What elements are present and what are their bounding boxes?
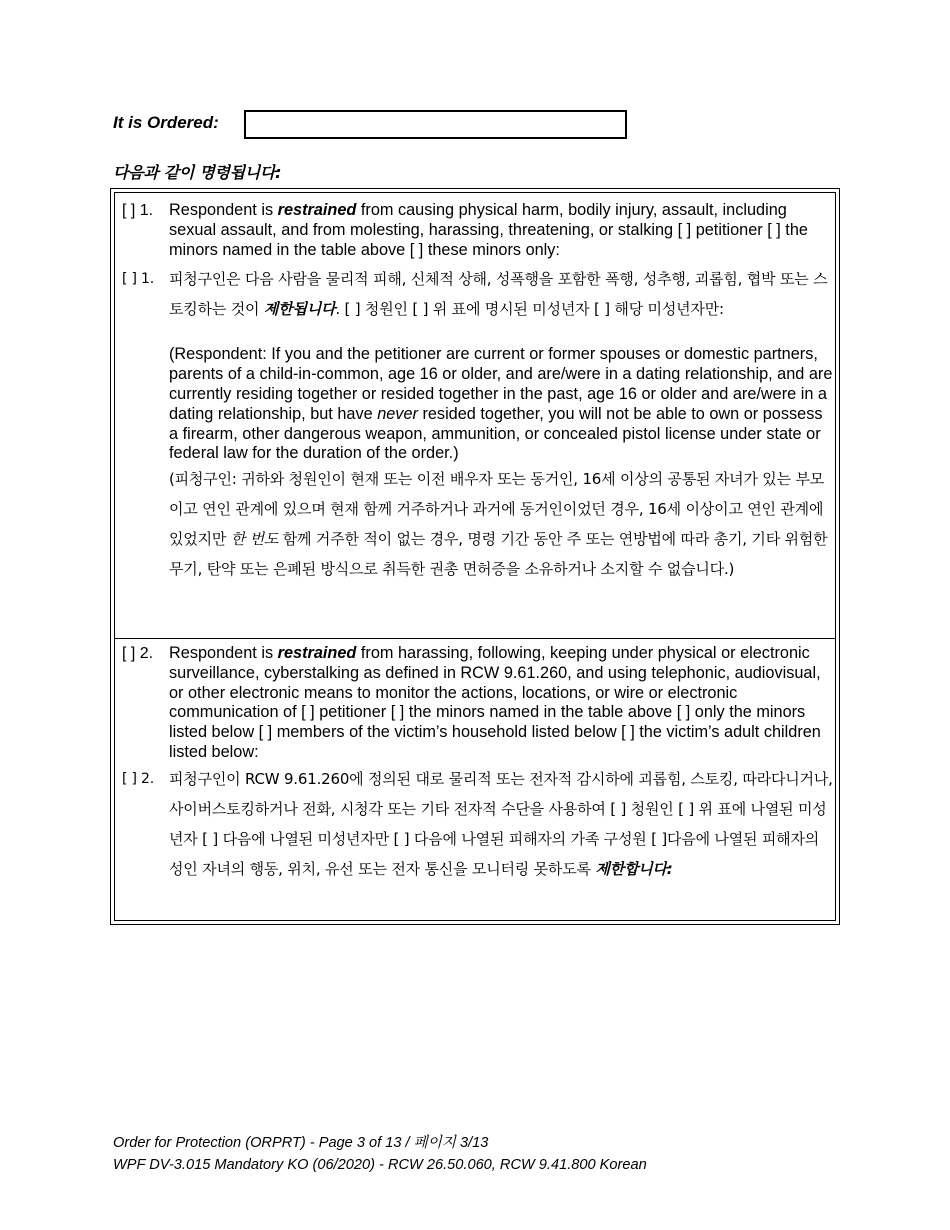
section-item-2 (115, 638, 835, 884)
item-2-ko-emphasis: 제한합니다: (595, 859, 673, 878)
item-1-note-ko-emphasis: 한 번도 (230, 530, 279, 549)
section-item-1 (115, 193, 835, 638)
it-is-ordered-input[interactable] (244, 110, 627, 139)
item-1-en (115, 201, 835, 260)
item-2-en-text-post: from harassing, following, keeping under physical or electronic surveillance, cyberstalking as defined in RCW 9.61.260, and using telephonic, audiovisual, or other electronic means to monitor the actions, locations, or wire or electronic communication of [ ] petitioner [ ] the minors named in the table above [ ] only the minors listed below [ ] members of the victim’s household listed below [ ] the victim’s adult children listed below: (169, 644, 821, 761)
item-1-ko-text-post: . [ ] 청원인 [ ] 위 표에 명시된 미성년자 [ ] 해당 미성년자만: (335, 300, 724, 319)
footer-line-1: Order for Protection (ORPRT) - Page 3 of 13 / 페이지 3/13 (113, 1135, 489, 1151)
item-2-ko (115, 764, 835, 884)
footer-line-2: WPF DV-3.015 Mandatory KO (06/2020) - RCW 26.50.060, RCW 9.41.800 Korean (113, 1157, 647, 1173)
it-is-ordered-label: It is Ordered: (113, 113, 219, 132)
item-1-en-text-post: from causing physical harm, bodily injury, assault, including sexual assault, and from molesting, harassing, threatening, or stalking [ ] petitioner [ ] the minors named in the table above [ ] these minors only: (169, 201, 808, 259)
item-1-en-checkbox-number[interactable]: [ ] 1. (122, 202, 154, 219)
item-1-en-text-pre: Respondent is (169, 201, 278, 219)
item-1-note-ko-post: 함께 거주한 적이 없는 경우, 명령 기간 동안 주 또는 연방법에 따라 총기, 기타 위험한 무기, 탄약 또는 은폐된 방식으로 취득한 권총 면허증을 소유하거나 소지할 수 없습니다.) (169, 530, 828, 579)
item-1-ko-text-pre: 피청구인은 다음 사람을 물리적 피해, 신체적 상해, 성폭행을 포함한 폭행, 성추행, 괴롭힘, 협박 또는 스토킹하는 것이 (169, 270, 828, 319)
item-1-note-en-emphasis: never (377, 404, 418, 423)
item-1-note-ko (115, 464, 835, 584)
item-2-en-emphasis: restrained (277, 644, 357, 662)
item-2-en (115, 644, 835, 763)
ko-ordered-heading: 다음과 같이 명령됩니다: (113, 163, 282, 182)
item-2-ko-text-pre: 피청구인이 RCW 9.61.260에 정의된 대로 물리적 또는 전자적 감시하에 괴롭힘, 스토킹, 따라다니거나, 사이버스토킹하거나 전화, 시청각 또는 기타 전자적 수단을 사용하여 [ ] 청원인 [ ] 위 표에 나열된 미성년자 [ ] 다음에 나열된 미성년자만 [ ] 다음에 나열된 피해자의 가족 구성원 [ ]다음에 나열된 피해자의 성인 자녀의 행동, 위치, 유선 또는 전자 통신을 모니터링 못하도록 (169, 769, 833, 878)
order-table-inner (114, 192, 836, 921)
page-footer (113, 1132, 647, 1176)
item-1-note-ko-pre: (피청구인: 귀하와 청원인이 현재 또는 이전 배우자 또는 동거인, 16세 이상의 공통된 자녀가 있는 부모이고 연인 관계에 있으며 현재 함께 거주하거나 과거에 동거인이었던 경우, 16세 이상이고 연인 관계에 있었지만 (169, 470, 825, 549)
item-1-ko-emphasis: 제한됩니다 (263, 300, 336, 319)
item-1-note-en (115, 345, 835, 464)
item-2-en-text-pre: Respondent is (169, 644, 278, 662)
item-1-en-emphasis: restrained (277, 201, 357, 219)
item-1-note-en-post: resided together, you will not be able to own or possess a firearm, other dangerous weapon, ammunition, or concealed pistol license under state or federal law for the duration of the order.) (169, 404, 823, 463)
item-2-en-checkbox-number[interactable]: [ ] 2. (122, 645, 154, 662)
item-2-ko-checkbox-number[interactable]: [ ] 2. (122, 770, 154, 787)
item-1-note-en-pre: (Respondent: If you and the petitioner are current or former spouses or domestic partners, parents of a child-in-common, age 16 or older, and are/were in a dating relationship, and are currently residing together or resided together in the past, age 16 or older and are/were in a dating relationship, but have (169, 345, 833, 423)
item-1-ko-checkbox-number[interactable]: [ ] 1. (122, 271, 154, 288)
order-table (110, 188, 840, 925)
item-1-ko (115, 264, 835, 324)
